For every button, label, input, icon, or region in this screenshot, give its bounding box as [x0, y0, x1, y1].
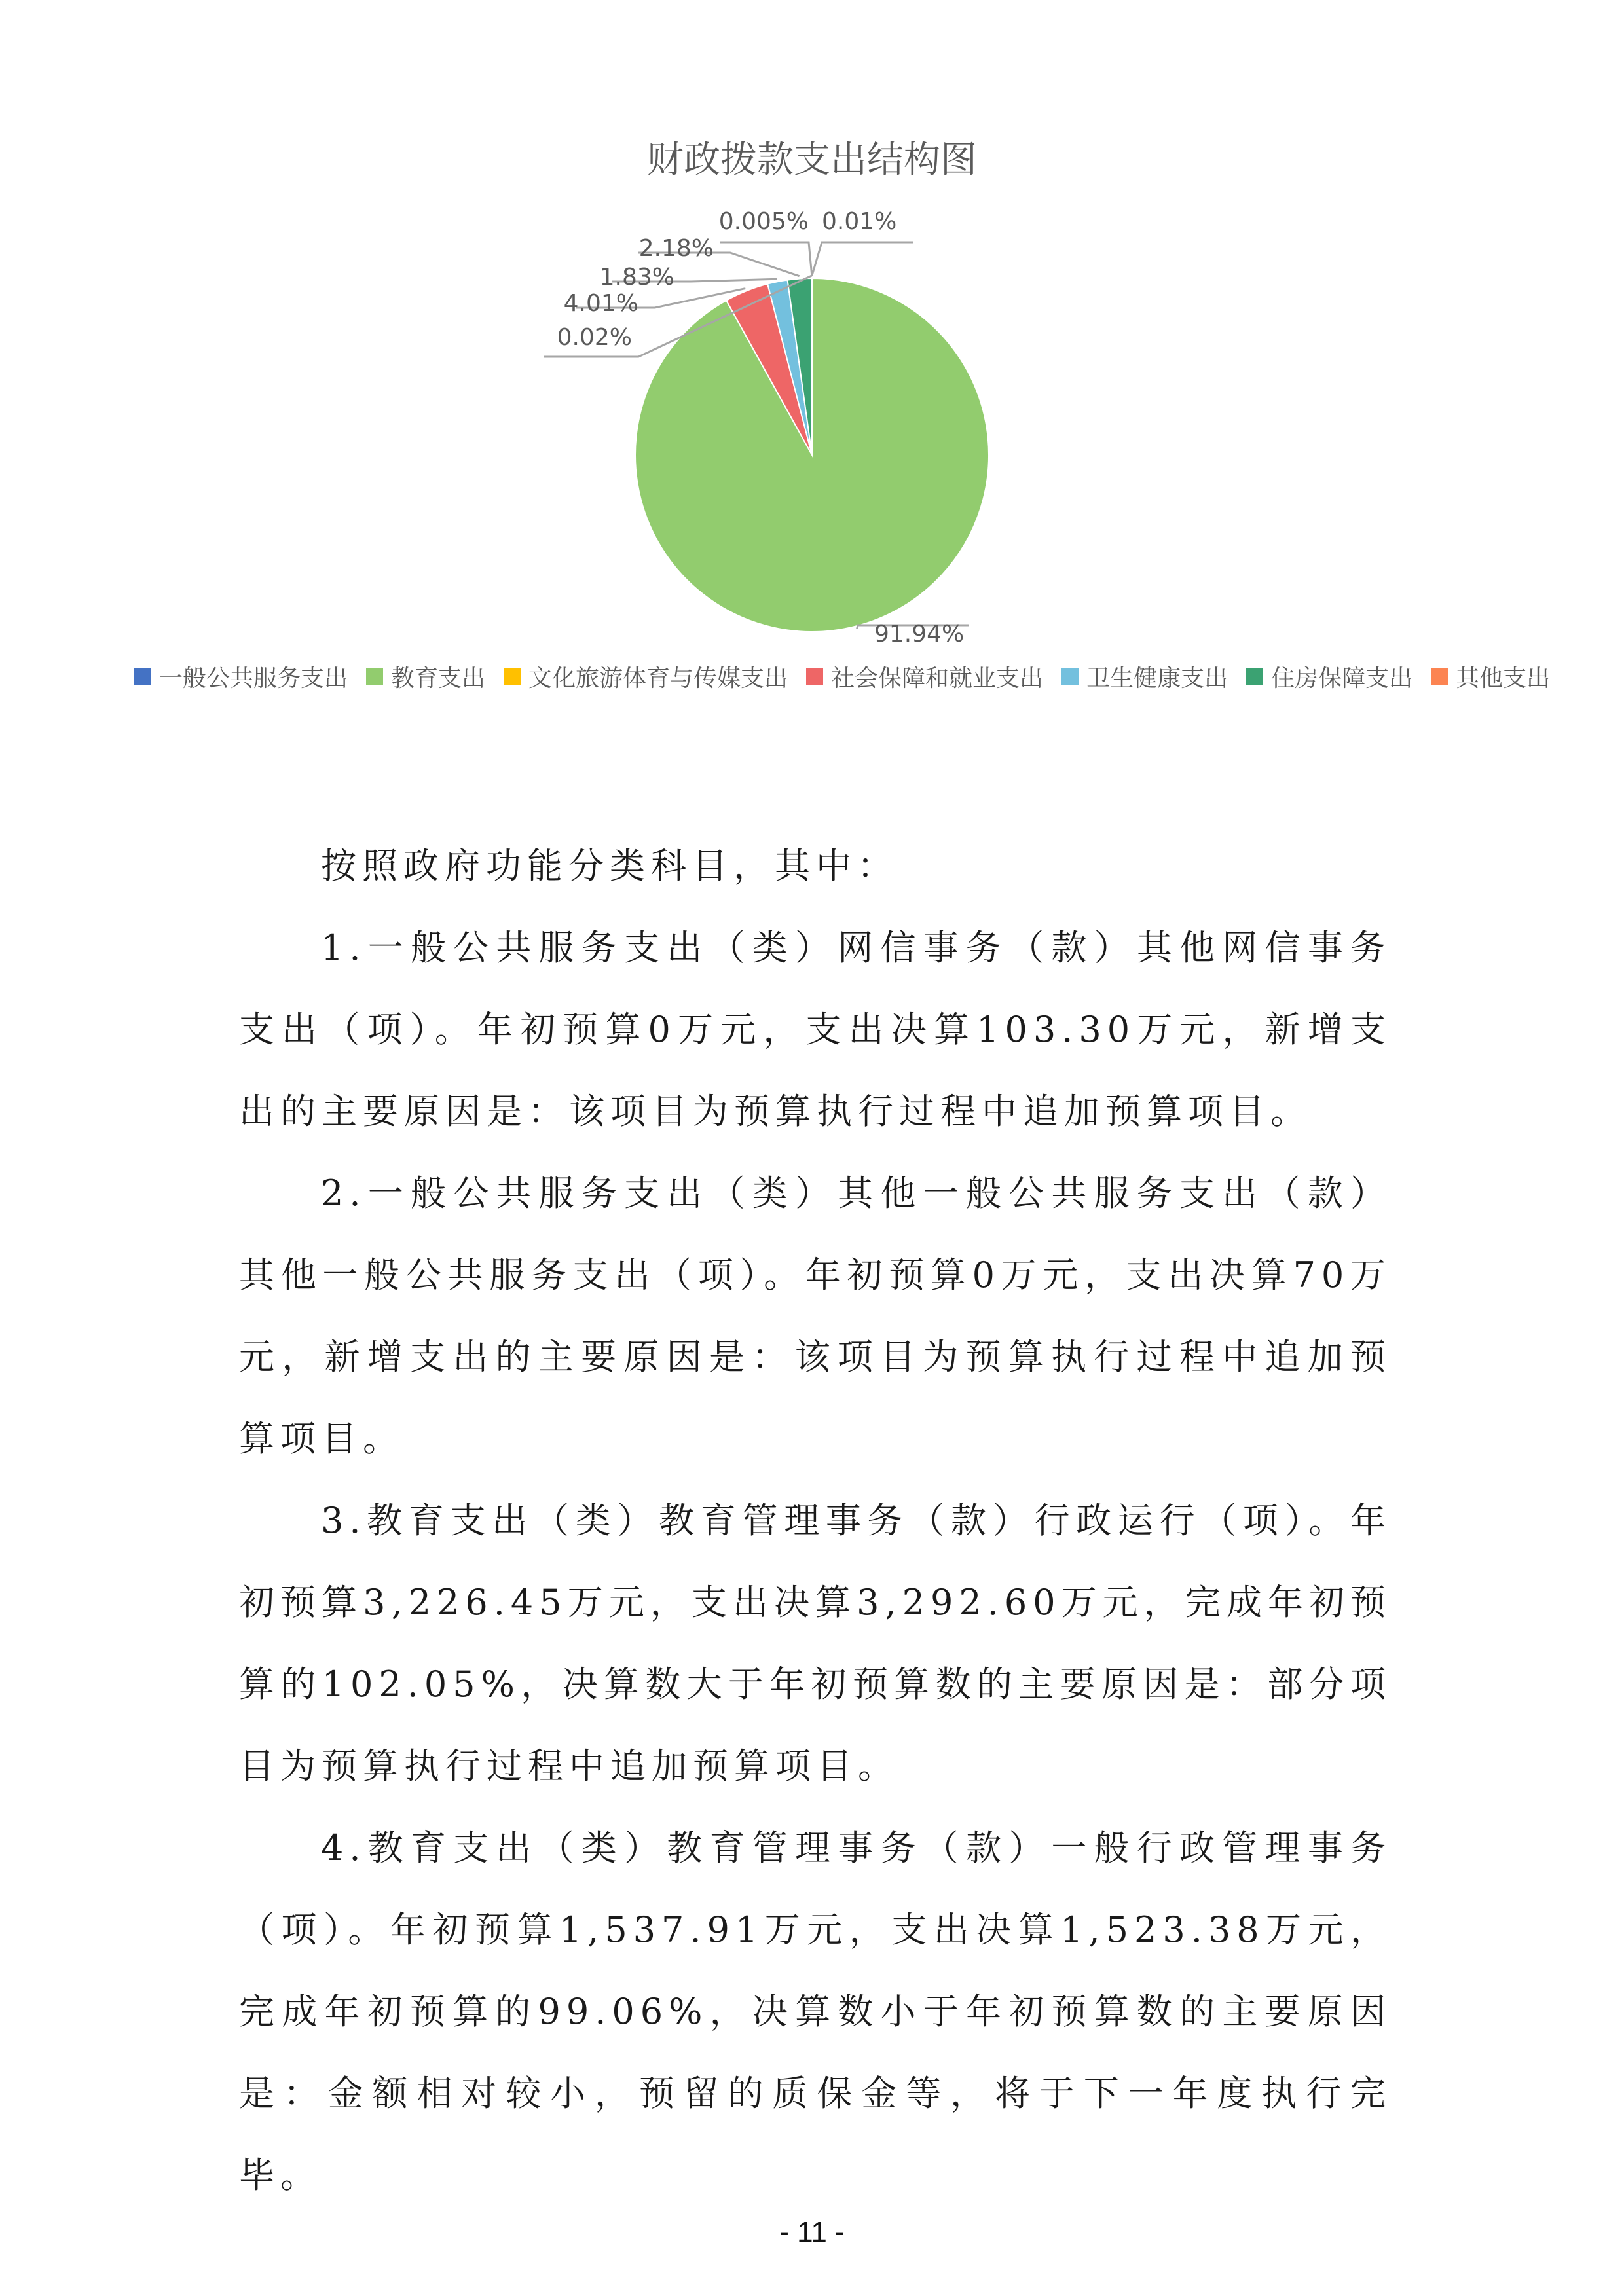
data-label: 0.01% [822, 208, 897, 235]
legend-label: 文化旅游体育与传媒支出 [528, 665, 788, 692]
legend-swatch [1246, 668, 1263, 685]
document-body [239, 825, 1392, 2216]
legend-label: 一般公共服务支出 [159, 665, 348, 692]
leader-line [812, 242, 913, 276]
paragraph-item-2: 2.一般公共服务支出（类）其他一般公共服务支出（款）其他一般公共服务支出（项）。年初预算0万元，支出决算70万元，新增支出的主要原因是：该项目为预算执行过程中追加预算项目。 [239, 1173, 1392, 1459]
legend-item [1246, 661, 1412, 691]
legend-item [806, 661, 1043, 691]
chart-legend [134, 661, 1562, 691]
leader-line [720, 242, 812, 276]
data-label: 0.02% [557, 324, 632, 351]
legend-label: 教育支出 [391, 665, 486, 692]
paragraph-item-3: 3.教育支出（类）教育管理事务（款）行政运行（项）。年初预算3,226.45万元，支出决算3,292.60万元，完成年初预算的102.05%，决算数大于年初预算数的主要原因是：部分项目为预算执行过程中追加预算项目。 [239, 1500, 1392, 1787]
intro-paragraph: 按照政府功能分类科目，其中： [321, 845, 898, 886]
legend-item [1061, 661, 1228, 691]
legend-label: 卫生健康支出 [1086, 665, 1228, 692]
paragraph-item-4: 4.教育支出（类）教育管理事务（款）一般行政管理事务（项）。年初预算1,537.91万元，支出决算1,523.38万元，完成年初预算的99.06%，决算数小于年初预算数的主要原因是：金额相对较小，预留的质保金等，将于下一年度执行完毕。 [239, 1827, 1392, 2196]
chart-title: 财政拨款支出结构图 [647, 139, 977, 181]
legend-label: 社会保障和就业支出 [831, 665, 1044, 692]
data-label: 1.83% [599, 264, 674, 291]
legend-swatch [366, 668, 383, 685]
pie-chart [0, 0, 1624, 655]
legend-swatch [504, 668, 521, 685]
paragraph-item-1: 1.一般公共服务支出（类）网信事务（款）其他网信事务支出（项）。年初预算0万元，支出决算103.30万元，新增支出的主要原因是：该项目为预算执行过程中追加预算项目。 [239, 927, 1392, 1132]
legend-item [366, 661, 485, 691]
data-label: 4.01% [563, 290, 638, 317]
legend-swatch [1061, 668, 1079, 685]
data-label: 91.94% [874, 621, 965, 647]
page-number: - 11 - [779, 2216, 845, 2248]
legend-item [1431, 661, 1550, 691]
legend-swatch [1431, 668, 1448, 685]
legend-label: 住房保障支出 [1271, 665, 1413, 692]
data-label: 0.005% [718, 208, 809, 235]
legend-item [504, 661, 788, 691]
legend-swatch [806, 668, 823, 685]
legend-label: 其他支出 [1456, 665, 1551, 692]
legend-item [134, 661, 348, 691]
legend-swatch [134, 668, 151, 685]
data-label: 2.18% [638, 235, 714, 262]
